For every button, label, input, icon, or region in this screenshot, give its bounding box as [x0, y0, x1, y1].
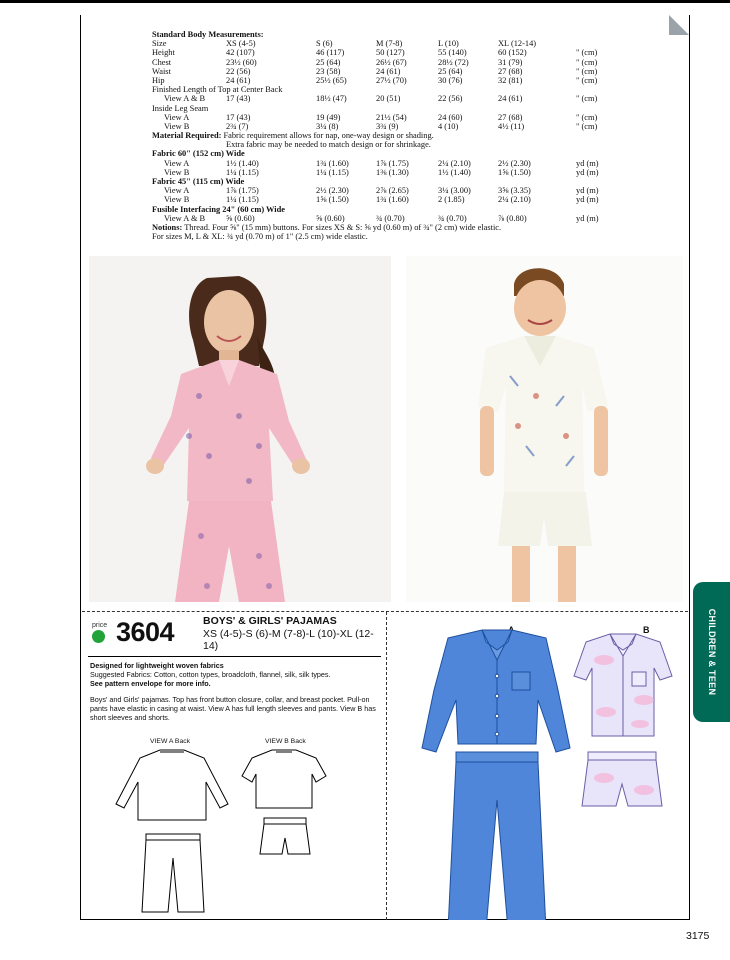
cell: 1⅞ (1.75) — [376, 158, 409, 168]
cell: 32 (81) — [498, 75, 523, 85]
cell: 2½ (2.30) — [316, 186, 349, 196]
header-rule — [88, 656, 381, 657]
unit: " (cm) — [576, 112, 598, 122]
fabric60-a-row — [152, 159, 612, 168]
cell: 4½ (11) — [498, 121, 525, 131]
notions-text-2: For sizes M, L & XL: ¾ yd (0.70 m) of 1" (2.5 cm) wide elastic. — [152, 232, 368, 242]
price-label: price — [92, 622, 108, 629]
row-label: View A & B — [164, 213, 206, 223]
boy-pajamas-photo — [406, 256, 683, 602]
cell: 30 (76) — [438, 75, 463, 85]
cell: ⅝ (0.60) — [226, 213, 255, 223]
cell: 3¾ (9) — [376, 121, 399, 131]
category-tab[interactable] — [693, 582, 730, 722]
cell: 3⅝ (3.35) — [498, 186, 531, 196]
cell: 2½ (2.30) — [498, 158, 531, 168]
row-label: View A & B — [164, 94, 206, 104]
size-label: Size — [152, 39, 167, 49]
size-l: L (10) — [438, 39, 459, 49]
row-label: View B — [164, 195, 190, 205]
inside-leg-a-row — [152, 113, 612, 122]
cell: 1⅝ (1.50) — [316, 195, 349, 205]
cell: 24 (60) — [438, 112, 463, 122]
cell: 26½ (67) — [376, 57, 407, 67]
cell: 42 (107) — [226, 48, 255, 58]
cell: 1¾ (1.60) — [376, 195, 409, 205]
unit: " (cm) — [576, 57, 598, 67]
cell: 22 (56) — [438, 94, 463, 104]
cell: 1¾ (1.60) — [316, 158, 349, 168]
row-label: View A — [164, 186, 190, 196]
fabric45-a-row — [152, 186, 612, 195]
size-row — [152, 39, 612, 48]
unit: yd (m) — [576, 213, 599, 223]
view-b-letter: B — [643, 625, 650, 635]
pattern-title: BOYS' & GIRLS' PAJAMAS — [203, 615, 337, 627]
front-views-illustration — [400, 620, 690, 920]
cell: 1⅝ (1.50) — [498, 167, 531, 177]
row-label: View B — [164, 121, 190, 131]
designed-for: Designed for lightweight woven fabrics — [90, 661, 224, 670]
cell: 1¼ (1.15) — [226, 195, 259, 205]
row-label: Hip — [152, 75, 165, 85]
cell: 17 (43) — [226, 112, 251, 122]
material-required-row — [152, 131, 612, 140]
cell: 50 (127) — [376, 48, 405, 58]
size-xl: XL (12-14) — [498, 39, 537, 49]
cell: 2¼ (2.10) — [498, 195, 531, 205]
measurements-table — [152, 30, 612, 241]
pattern-sizes: XS (4-5)-S (6)-M (7-8)-L (10)-XL (12-14) — [203, 628, 374, 652]
cell: 2¾ (7) — [226, 121, 249, 131]
page-number: 3175 — [686, 930, 710, 942]
cell: 31 (79) — [498, 57, 523, 67]
fabric60-b-row — [152, 168, 612, 177]
unit: yd (m) — [576, 158, 599, 168]
hip-row — [152, 76, 612, 85]
size-m: M (7-8) — [376, 39, 403, 49]
cell: ¾ (0.70) — [438, 213, 467, 223]
see-envelope: See pattern envelope for more info. — [90, 679, 211, 688]
fabric60-title: Fabric 60" (152 cm) Wide — [152, 149, 245, 159]
view-b-back-label: VIEW B Back — [265, 738, 306, 745]
girl-pajamas-photo — [89, 256, 391, 602]
row-label: Height — [152, 48, 175, 58]
column-divider — [386, 612, 387, 920]
top-rule — [0, 0, 730, 3]
row-label: Chest — [152, 57, 172, 67]
interfacing-title: Fusible Interfacing 24" (60 cm) Wide — [152, 204, 285, 214]
category-tab-label: CHILDREN & TEEN — [706, 608, 717, 696]
pattern-description: Boys' and Girls' pajamas. Top has front button closure, collar, and breast pocket. Pull-on pants have elastic in casing at waist. View A has full length sleeves and pants. View B has short sleeves and shorts. — [90, 695, 376, 722]
material-required-text: Fabric requirement allows for nap, one-way design or shading. — [221, 131, 434, 141]
cell: 46 (117) — [316, 48, 345, 58]
row-label: View A — [164, 112, 190, 122]
notions-text: Thread. Four ⅝" (15 mm) buttons. For sizes XS & S: ⅝ yd (0.60 m) of ¾" (2 cm) wide elastic. — [182, 222, 502, 232]
cell: 1¼ (1.15) — [316, 167, 349, 177]
cell: 27 (68) — [498, 112, 523, 122]
cell: 23½ (60) — [226, 57, 257, 67]
cell: 19 (49) — [316, 112, 341, 122]
suggested-fabrics: Suggested Fabrics: Cotton, cotton types, broadcloth, flannel, silk, silk types. — [90, 670, 331, 679]
chest-row — [152, 58, 612, 67]
unit: yd (m) — [576, 186, 599, 196]
size-s: S (6) — [316, 39, 333, 49]
cell: 27½ (70) — [376, 75, 407, 85]
cell: ⅝ (0.60) — [316, 213, 345, 223]
material-required-label: Material Required: — [152, 131, 222, 141]
finished-length-label: Finished Length of Top at Center Back — [152, 85, 283, 95]
cell: ⅞ (0.80) — [498, 213, 527, 223]
cell: 55 (140) — [438, 48, 467, 58]
section-divider — [82, 611, 688, 612]
cell: ¾ (0.70) — [376, 213, 405, 223]
cell: 28½ (72) — [438, 57, 469, 67]
row-label: View A — [164, 158, 190, 168]
cell: 20 (51) — [376, 94, 401, 104]
cell: 1½ (1.40) — [438, 167, 471, 177]
cell: 25½ (65) — [316, 75, 347, 85]
fabric45-title: Fabric 45" (115 cm) Wide — [152, 177, 245, 186]
cell: 24 (61) — [226, 75, 251, 85]
notions-row — [152, 223, 612, 232]
cell: 2¼ (2.10) — [438, 158, 471, 168]
measurements-title: Standard Body Measurements: — [152, 30, 264, 39]
cell: 21½ (54) — [376, 112, 407, 122]
unit: " (cm) — [576, 94, 598, 104]
row-label: View B — [164, 167, 190, 177]
back-views-drawing — [112, 746, 372, 916]
cell: 1⅞ (1.75) — [226, 186, 259, 196]
cell: 3¼ (3.00) — [438, 186, 471, 196]
cell: 18½ (47) — [316, 94, 347, 104]
row-label: Waist — [152, 66, 171, 76]
notions-label: Notions: — [152, 222, 183, 232]
cell: 4 (10) — [438, 121, 459, 131]
interfacing-row — [152, 214, 612, 223]
cell: 1¼ (1.15) — [226, 167, 259, 177]
cell: 3¼ (8) — [316, 121, 339, 131]
pattern-number: 3604 — [116, 617, 175, 647]
inside-leg-b-row — [152, 122, 612, 131]
fabric45-b-row — [152, 195, 612, 204]
cell: 17 (43) — [226, 94, 251, 104]
inside-leg-label: Inside Leg Seam — [152, 103, 209, 113]
cell: 1½ (1.40) — [226, 158, 259, 168]
page-corner-fold — [669, 15, 689, 35]
cell: 27 (68) — [498, 66, 523, 76]
pattern-description-block — [90, 661, 382, 722]
unit: " (cm) — [576, 121, 598, 131]
unit: yd (m) — [576, 195, 599, 205]
cell: 24 (61) — [376, 66, 401, 76]
cell: 1⅜ (1.30) — [376, 167, 409, 177]
height-row — [152, 48, 612, 57]
cell: 23 (58) — [316, 66, 341, 76]
unit: " (cm) — [576, 48, 598, 58]
cell: 25 (64) — [316, 57, 341, 67]
cell: 2⅞ (2.65) — [376, 186, 409, 196]
cell: 60 (152) — [498, 48, 527, 58]
finished-length-row — [152, 94, 612, 103]
view-a-back-label: VIEW A Back — [150, 738, 191, 745]
cell: 22 (56) — [226, 66, 251, 76]
material-extra-text: Extra fabric may be needed to match design or for shrinkage. — [226, 140, 431, 150]
cell: 2 (1.85) — [438, 195, 465, 205]
waist-row — [152, 67, 612, 76]
unit: " (cm) — [576, 66, 598, 76]
cell: 25 (64) — [438, 66, 463, 76]
unit: yd (m) — [576, 167, 599, 177]
unit: " (cm) — [576, 75, 598, 85]
price-dot-icon — [92, 630, 105, 643]
size-xs: XS (4-5) — [226, 39, 256, 49]
cell: 24 (61) — [498, 94, 523, 104]
